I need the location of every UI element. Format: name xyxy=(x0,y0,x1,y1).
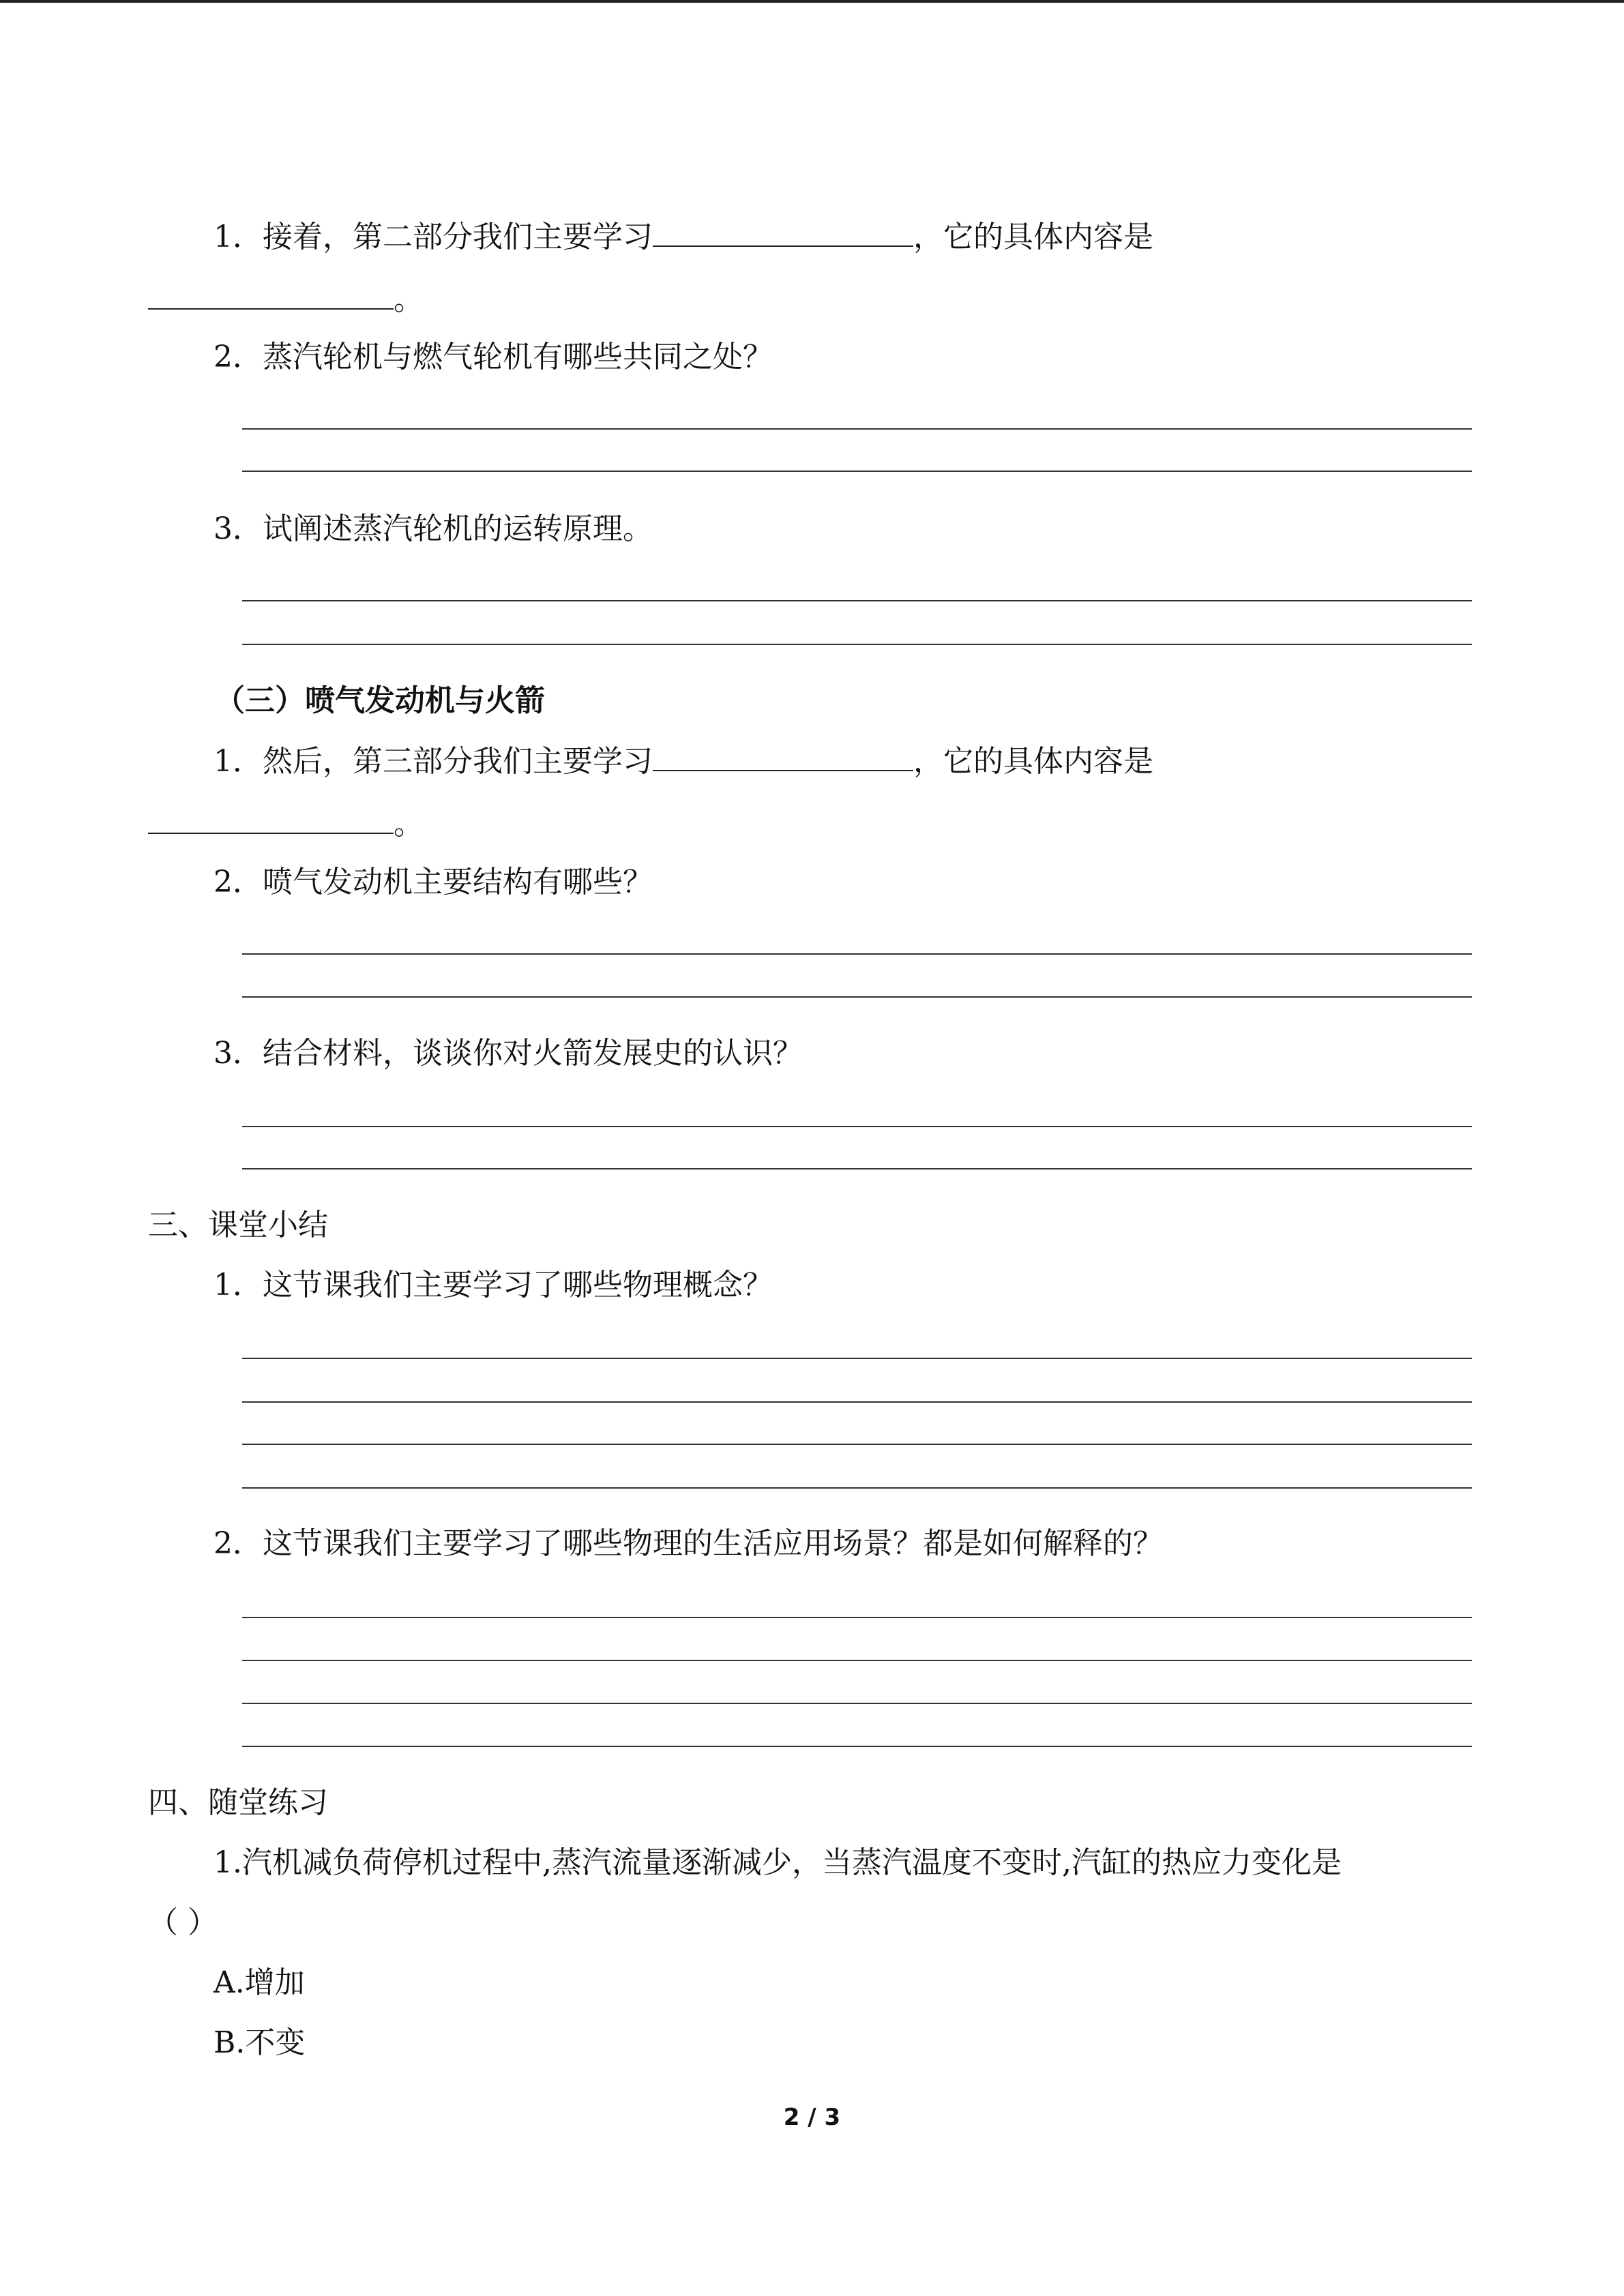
summary-heading: 三、课堂小结 xyxy=(148,1208,328,1242)
practice-heading: 四、随堂练习 xyxy=(148,1785,328,1820)
answer-blank[interactable] xyxy=(653,740,913,771)
summary-question-1: 1．这节课我们主要学习了哪些物理概念？ xyxy=(213,1268,773,1302)
section2-question-3: 3．试阐述蒸汽轮机的运转原理。 xyxy=(213,511,653,546)
question-text: ，它的具体内容是 xyxy=(913,744,1153,779)
question-text: 1．接着，第二部分我们主要学习 xyxy=(213,220,653,254)
answer-line[interactable] xyxy=(242,1703,1472,1704)
answer-line[interactable] xyxy=(242,1126,1472,1127)
answer-line[interactable] xyxy=(242,428,1472,430)
section3-question-1 xyxy=(213,740,1153,782)
period: 。 xyxy=(394,807,424,841)
answer-blank[interactable] xyxy=(148,803,394,834)
summary-question-2: 2．这节课我们主要学习了哪些物理的生活应用场景？都是如何解释的？ xyxy=(213,1526,1163,1561)
section3-heading: （三）喷气发动机与火箭 xyxy=(215,683,545,718)
answer-line[interactable] xyxy=(242,644,1472,645)
answer-line[interactable] xyxy=(242,953,1472,955)
period: 。 xyxy=(394,282,424,317)
answer-blank[interactable] xyxy=(653,215,913,247)
answer-line[interactable] xyxy=(242,1401,1472,1403)
answer-line[interactable] xyxy=(242,1358,1472,1359)
section3-question-2: 2．喷气发动机主要结构有哪些？ xyxy=(213,865,653,899)
section3-question-3: 3．结合材料，谈谈你对火箭发展史的认识？ xyxy=(213,1036,803,1071)
option-b[interactable]: B.不变 xyxy=(213,2025,306,2060)
answer-line[interactable] xyxy=(242,1168,1472,1169)
question-text: ，它的具体内容是 xyxy=(913,220,1153,254)
answer-line[interactable] xyxy=(242,1487,1472,1489)
answer-line[interactable] xyxy=(242,1746,1472,1747)
section2-question-2: 2．蒸汽轮机与燃气轮机有哪些共同之处？ xyxy=(213,340,773,374)
option-a[interactable]: A.增加 xyxy=(213,1965,305,2000)
question-text: 1．然后，第三部分我们主要学习 xyxy=(213,744,653,779)
section2-question-1 xyxy=(213,215,1153,258)
answer-line[interactable] xyxy=(242,1617,1472,1618)
answer-line[interactable] xyxy=(242,996,1472,998)
practice-question-1: 1.汽机减负荷停机过程中,蒸汽流量逐渐减少，当蒸汽温度不变时,汽缸的热应力变化是 xyxy=(213,1845,1342,1880)
top-border xyxy=(0,0,1624,3)
answer-blank[interactable] xyxy=(148,278,394,310)
answer-parenthesis[interactable]: （ ） xyxy=(148,1905,218,1940)
section2-question-1-cont xyxy=(148,278,424,320)
answer-line[interactable] xyxy=(242,1660,1472,1661)
answer-line[interactable] xyxy=(242,600,1472,601)
answer-line[interactable] xyxy=(242,471,1472,472)
section3-question-1-cont xyxy=(148,803,424,845)
answer-line[interactable] xyxy=(242,1444,1472,1445)
page-number: 2 / 3 xyxy=(783,2104,841,2131)
